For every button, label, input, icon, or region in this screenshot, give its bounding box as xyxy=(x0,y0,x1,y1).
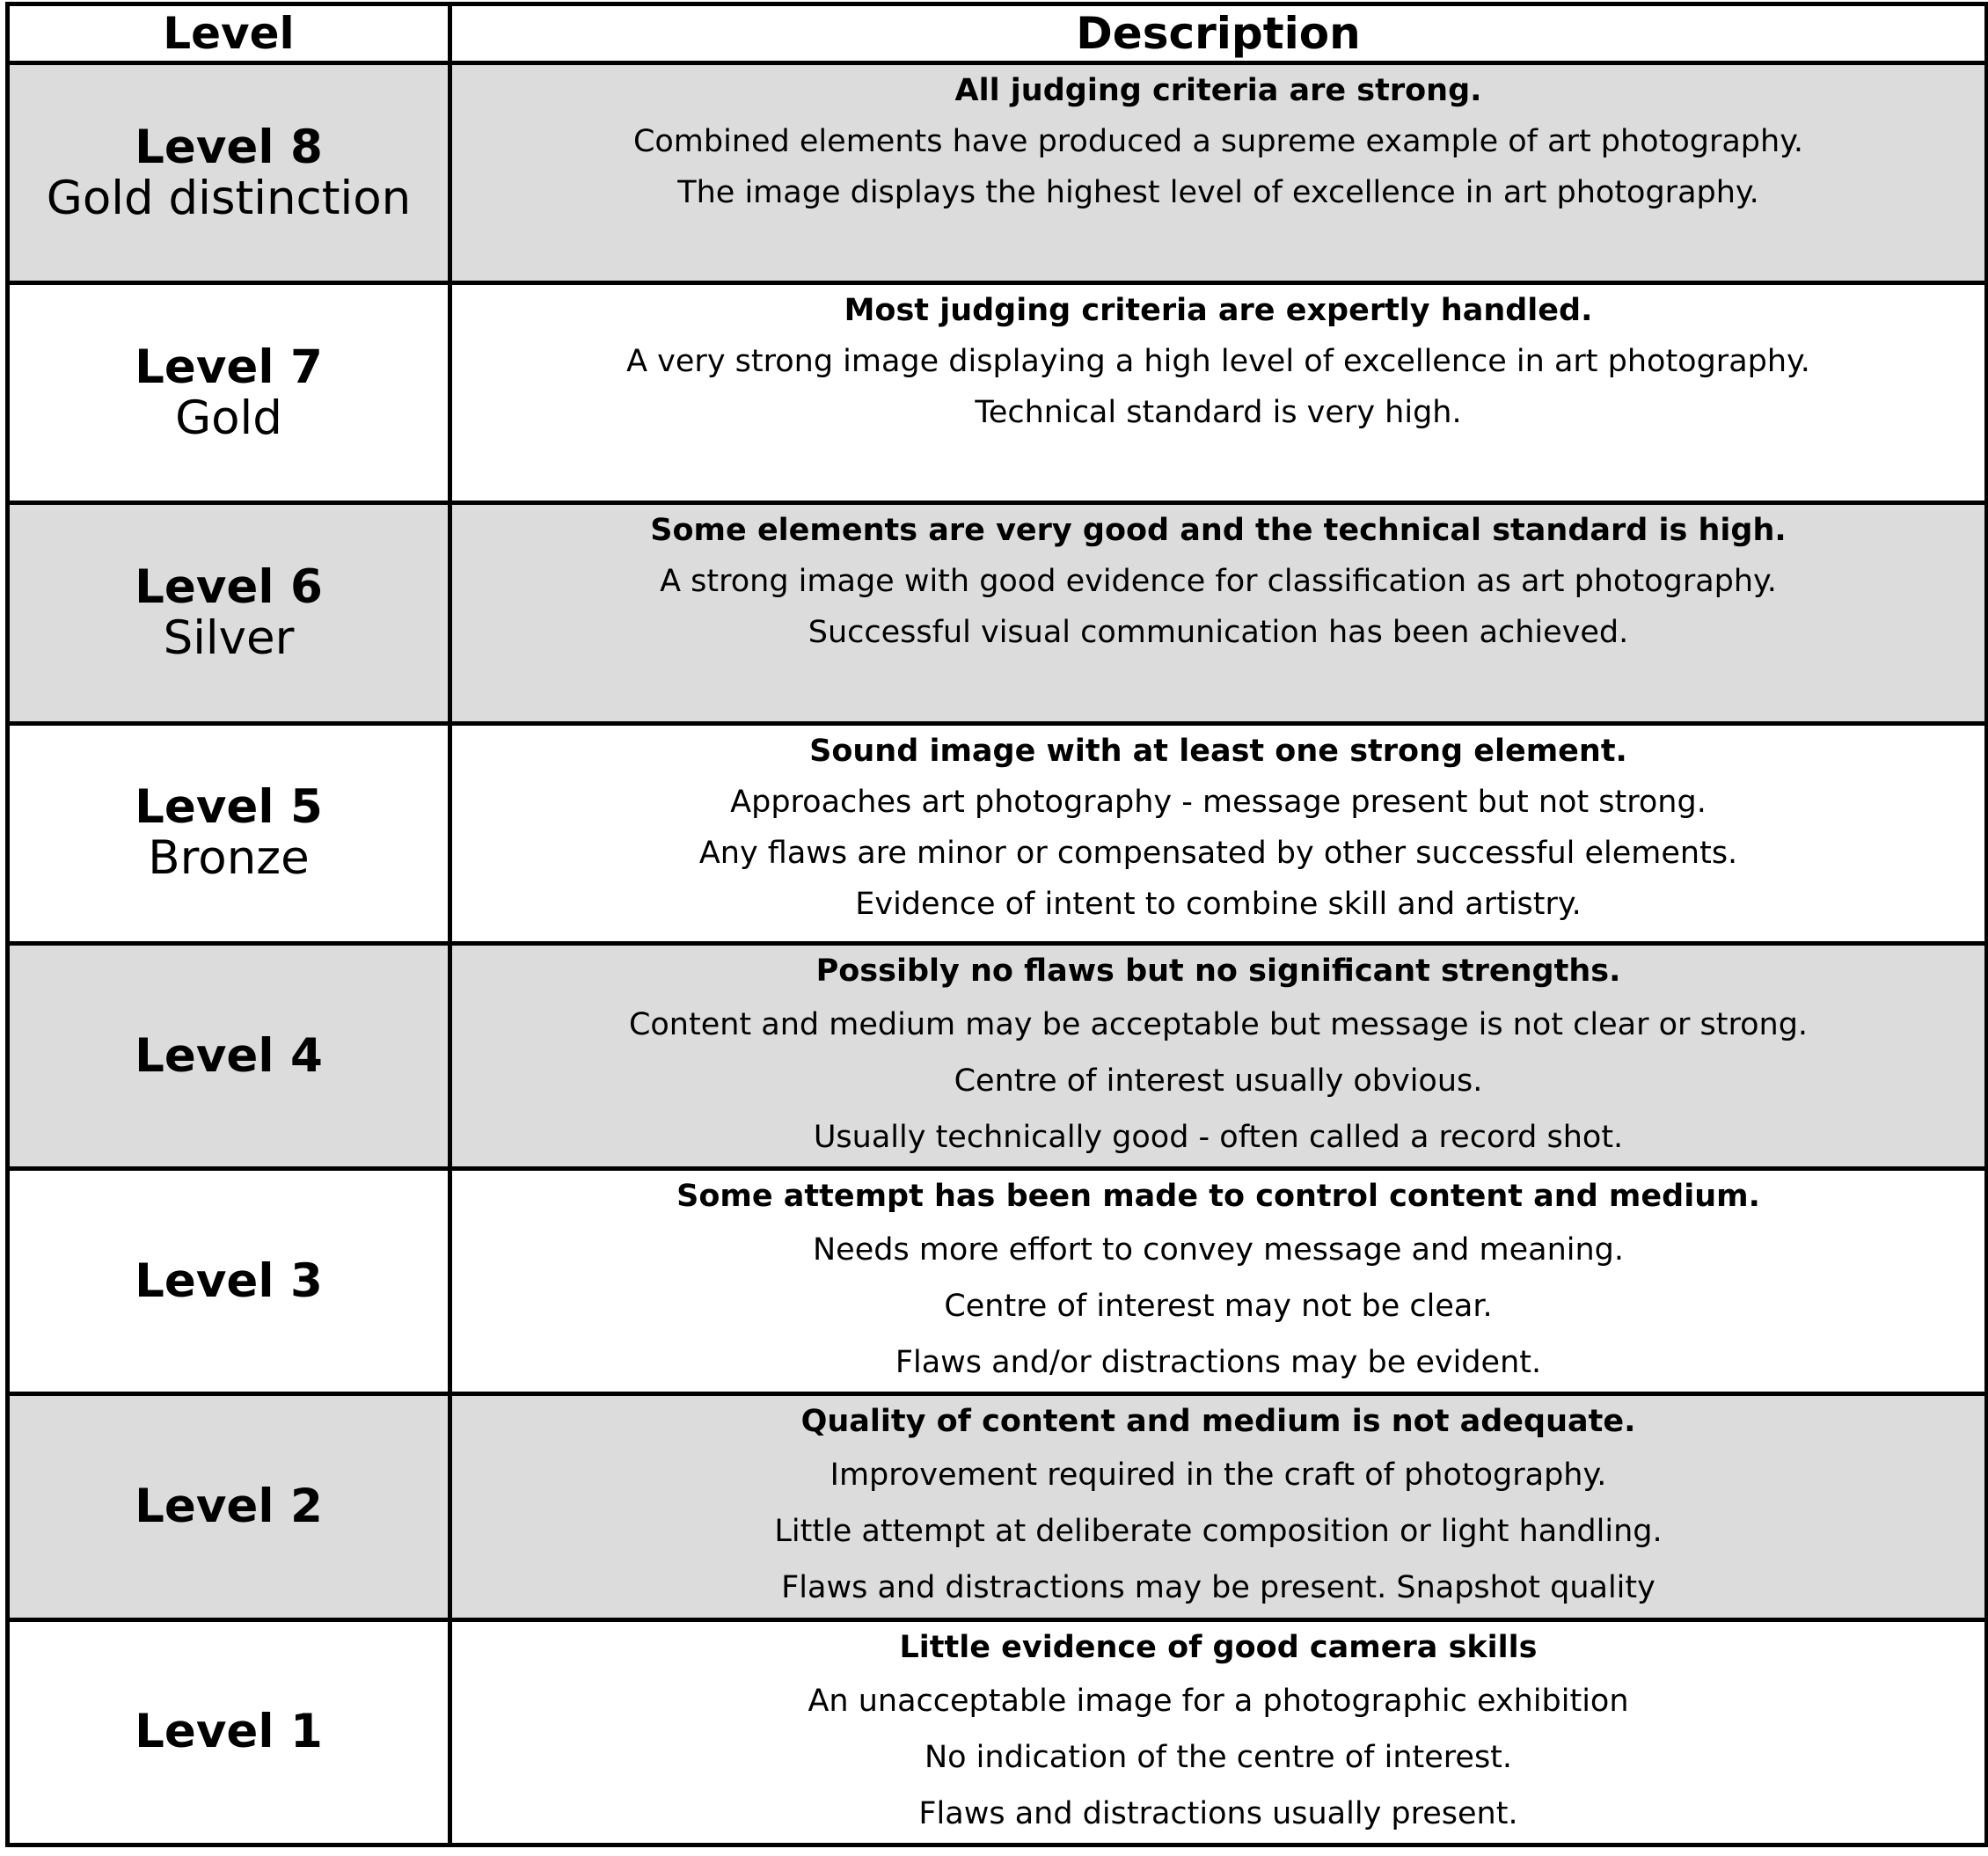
description-line: Approaches art photography - message present but not strong. xyxy=(730,784,1707,820)
description-line: Content and medium may be acceptable but message is not clear or strong. xyxy=(628,1006,1809,1042)
level-name: Level 8 xyxy=(135,120,323,174)
description-lead: Possibly no flaws but no significant strengths. xyxy=(815,953,1621,989)
level-cell xyxy=(8,1169,450,1394)
description-line: Usually technically good - often called a record shot. xyxy=(813,1119,1624,1155)
description-line: No indication of the centre of interest. xyxy=(924,1739,1513,1775)
description-line: Centre of interest usually obvious. xyxy=(954,1063,1483,1099)
description-line: Technical standard is very high. xyxy=(975,395,1462,431)
table-row-level-4 xyxy=(8,943,1987,1168)
description-line: Evidence of intent to combine skill and artistry. xyxy=(855,886,1582,922)
description-lead: Quality of content and medium is not adequate. xyxy=(800,1404,1636,1440)
table-row-level-7 xyxy=(8,283,1987,503)
table-row-level-6 xyxy=(8,503,1987,723)
description-cell xyxy=(450,63,1987,283)
description-cell xyxy=(450,1394,1987,1619)
description-cell xyxy=(450,1169,1987,1394)
description-lead: Sound image with at least one strong element. xyxy=(809,733,1627,769)
level-name: Level 7 xyxy=(135,340,323,394)
description-cell xyxy=(450,503,1987,723)
level-column-header: Level xyxy=(8,4,450,63)
description-line: Successful visual communication has been achieved. xyxy=(808,615,1629,651)
level-name: Level 4 xyxy=(135,1028,323,1083)
level-cell xyxy=(8,723,450,943)
description-line: Improvement required in the craft of photography. xyxy=(830,1458,1607,1494)
description-lead: Most judging criteria are expertly handled. xyxy=(844,293,1593,329)
description-line: Little attempt at deliberate composition or light handling. xyxy=(774,1514,1663,1550)
table-row-level-2 xyxy=(8,1394,1987,1619)
level-award: Bronze xyxy=(148,831,310,886)
level-award: Gold distinction xyxy=(46,171,412,225)
description-lead: Some elements are very good and the technical standard is high. xyxy=(650,513,1787,549)
level-cell xyxy=(8,63,450,283)
description-lead: Some attempt has been made to control content and medium. xyxy=(676,1179,1760,1215)
table-row-level-1 xyxy=(8,1619,1987,1845)
table-row-level-3 xyxy=(8,1169,1987,1394)
level-award: Gold xyxy=(175,391,282,445)
description-cell xyxy=(450,723,1987,943)
judging-levels-table xyxy=(5,2,1988,1847)
description-lead: All judging criteria are strong. xyxy=(954,73,1482,108)
description-line: Any flaws are minor or compensated by other successful elements. xyxy=(698,835,1738,871)
description-column-header: Description xyxy=(450,4,1987,63)
description-line: Flaws and/or distractions may be evident. xyxy=(895,1345,1542,1381)
description-line: Needs more effort to convey message and meaning. xyxy=(813,1232,1624,1268)
description-line: Flaws and distractions may be present. Snapshot quality xyxy=(781,1570,1655,1606)
description-line: An unacceptable image for a photographic exhibition xyxy=(808,1683,1629,1719)
table-row-level-8 xyxy=(8,63,1987,283)
level-name: Level 5 xyxy=(135,780,323,835)
description-lead: Little evidence of good camera skills xyxy=(899,1629,1538,1665)
description-line: A strong image with good evidence for classification as art photography. xyxy=(660,564,1777,600)
level-name: Level 2 xyxy=(135,1480,323,1534)
description-cell xyxy=(450,1619,1987,1845)
description-line: Centre of interest may not be clear. xyxy=(944,1289,1493,1325)
description-line: Combined elements have produced a supreme example of art photography. xyxy=(632,124,1804,159)
level-cell xyxy=(8,1394,450,1619)
description-cell xyxy=(450,943,1987,1168)
level-name: Level 6 xyxy=(135,560,323,615)
table-row-level-5 xyxy=(8,723,1987,943)
level-name: Level 3 xyxy=(135,1253,323,1308)
description-line: A very strong image displaying a high level of excellence in art photography. xyxy=(626,344,1810,380)
level-cell xyxy=(8,503,450,723)
description-line: The image displays the highest level of excellence in art photography. xyxy=(677,175,1759,210)
description-cell xyxy=(450,283,1987,503)
description-line: Flaws and distractions usually present. xyxy=(918,1795,1518,1831)
level-cell xyxy=(8,1619,450,1845)
judging-levels-table-container xyxy=(5,2,1984,1847)
level-award: Silver xyxy=(163,611,295,666)
header-row xyxy=(8,4,1987,63)
level-cell xyxy=(8,283,450,503)
level-name: Level 1 xyxy=(135,1705,323,1759)
level-cell xyxy=(8,943,450,1168)
